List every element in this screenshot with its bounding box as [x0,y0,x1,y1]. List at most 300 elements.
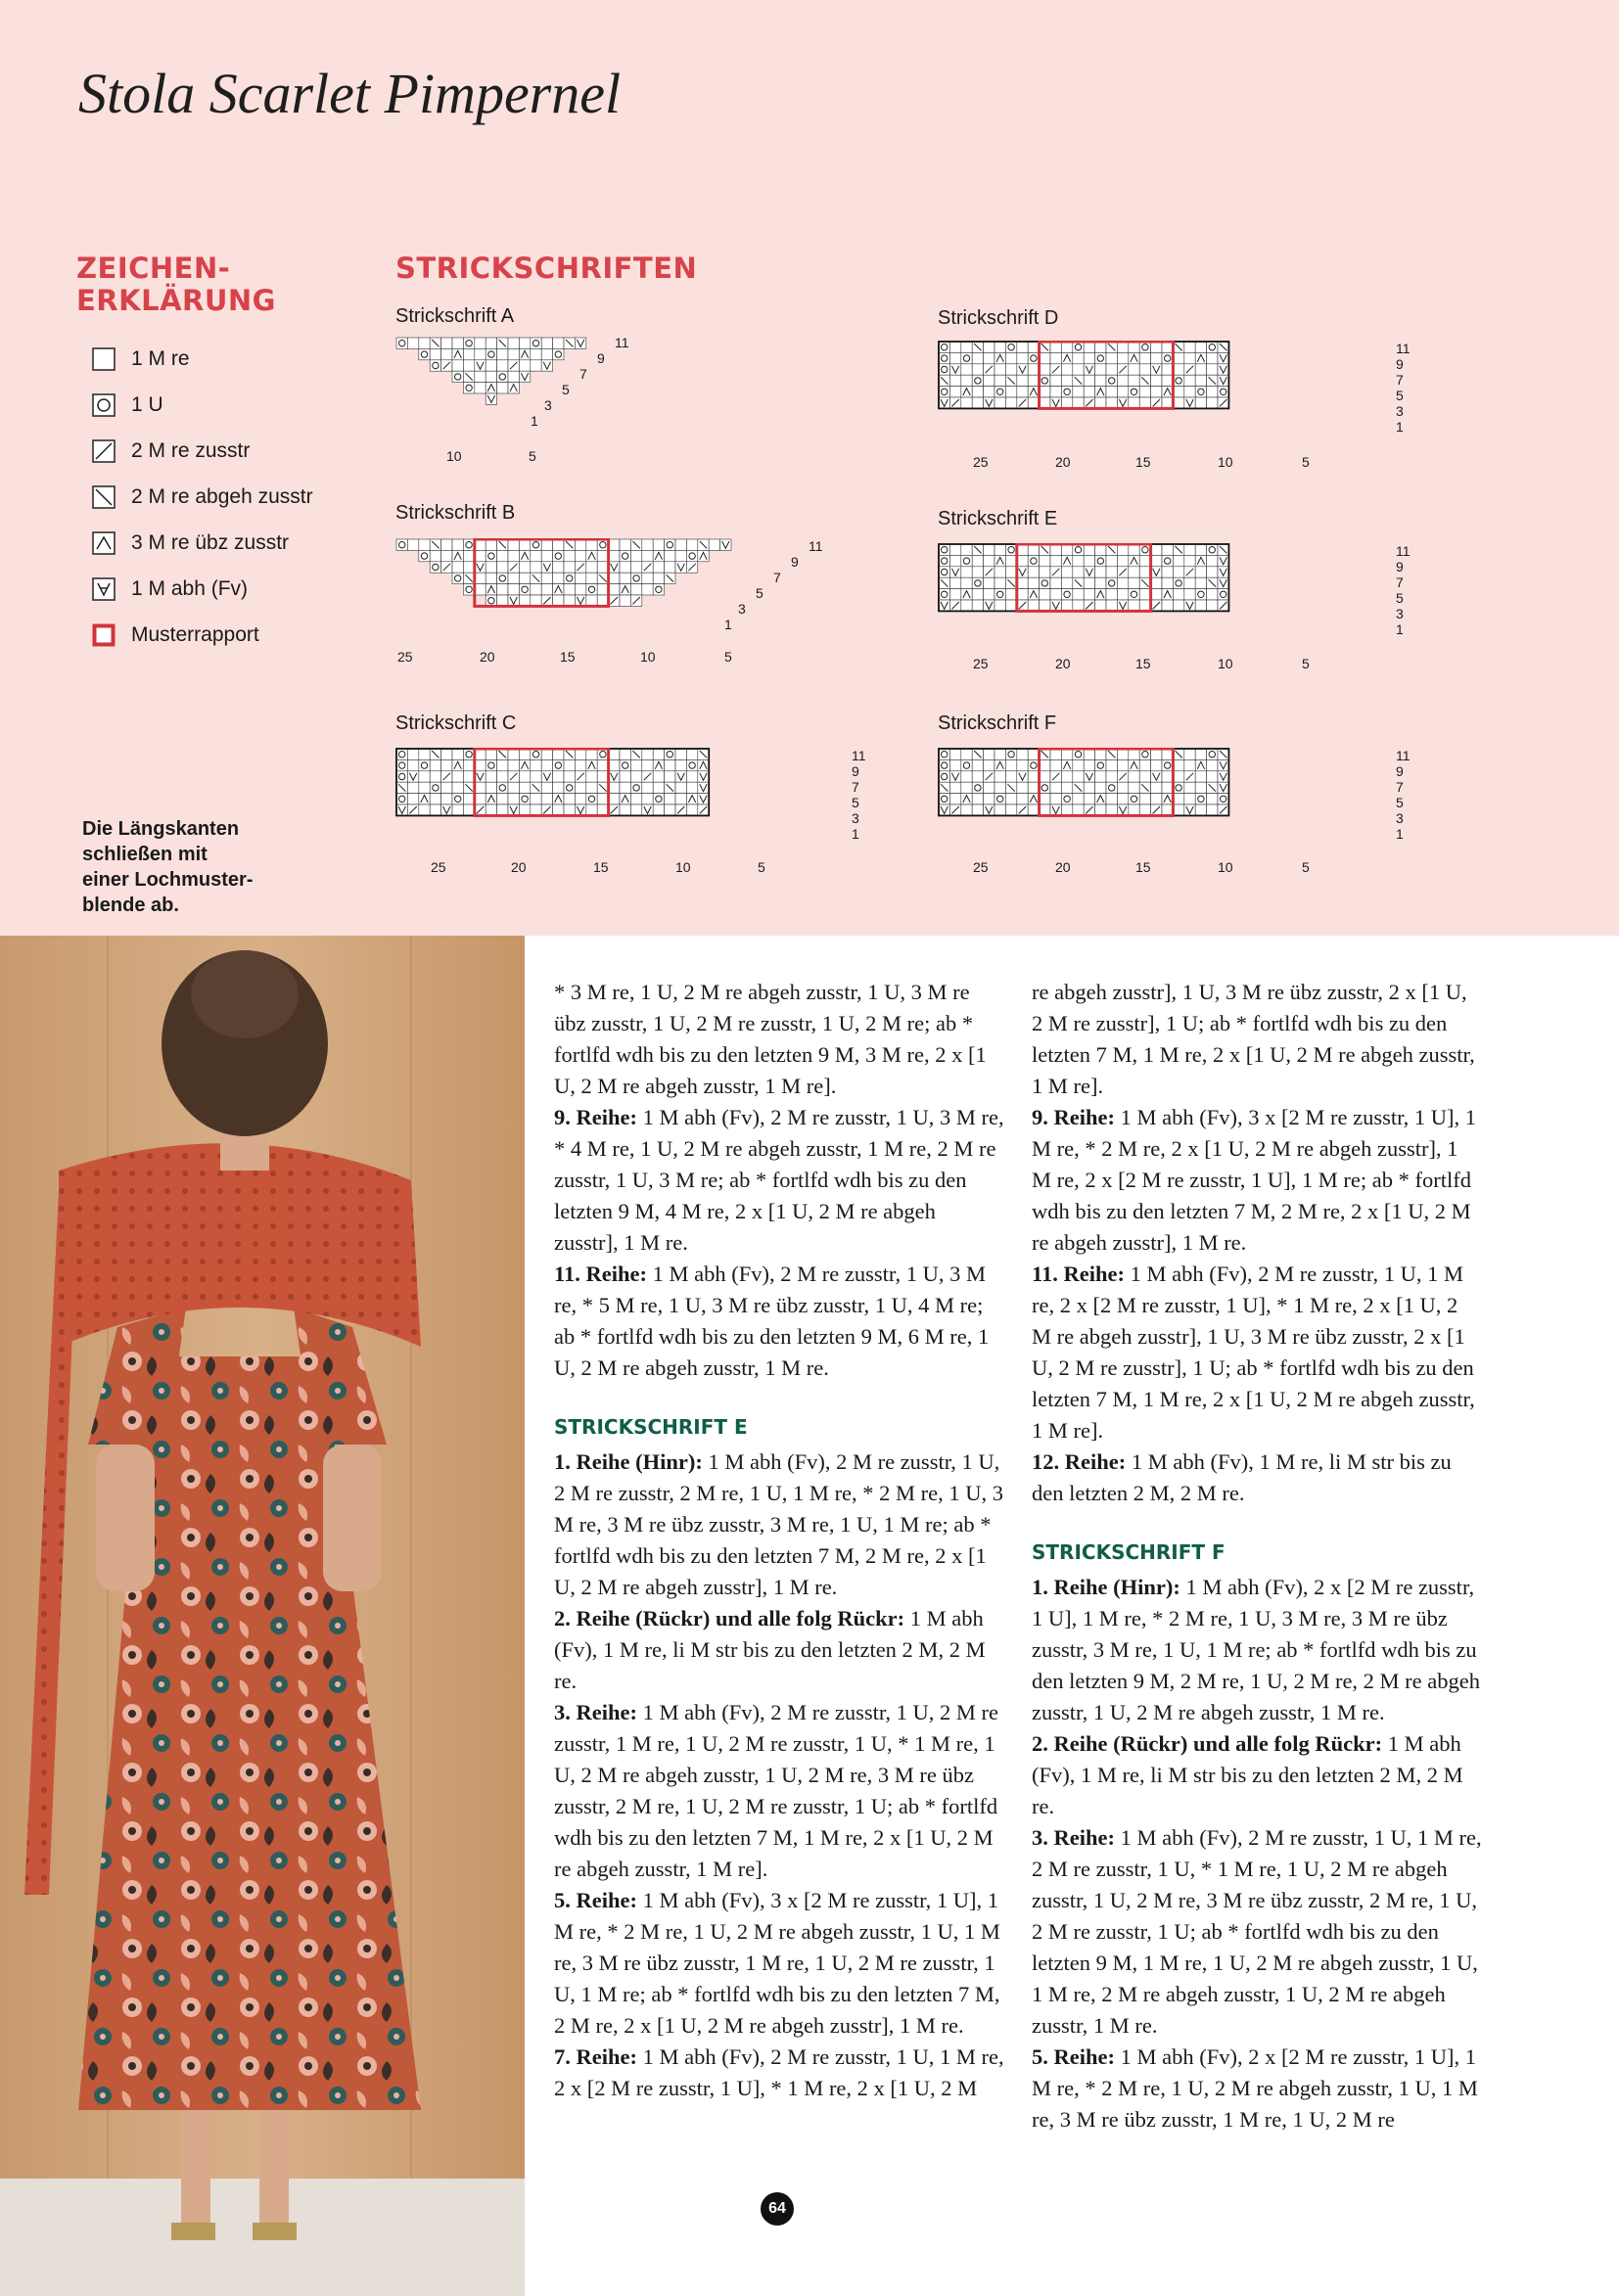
chart-cell [961,397,972,408]
chart-cell [597,804,608,815]
chart-cell [419,782,430,793]
chart-cell [675,749,686,759]
chart-cell [1151,375,1162,386]
chart-c-grid [395,748,875,851]
chart-f-col-10: 10 [1218,859,1233,875]
chart-cell [1173,794,1183,804]
chart-cell [984,387,995,397]
chart-cell [475,759,486,770]
chart-cell [463,360,474,371]
chart-cell [1073,589,1084,600]
chart-cell [430,550,440,561]
chart-cell [1095,375,1106,386]
legend-item-k2tog [92,436,250,466]
chart-cell [1084,794,1094,804]
chart-cell [630,759,641,770]
chart-cell [1129,577,1139,588]
chart-cell [995,342,1005,352]
chart-cell [1195,342,1206,352]
chart-cell [1028,352,1039,363]
chart-cell [1117,555,1128,566]
chart-e-title: Strickschrift E [938,508,1058,529]
chart-cell [1117,749,1128,759]
chart-cell [486,539,496,550]
chart-cell [541,584,552,595]
legend-item-ssk [92,482,313,512]
chart-cell [1061,749,1072,759]
chart-cell [1050,387,1061,397]
chart-cell [1005,759,1016,770]
chart-cell [586,804,597,815]
legend-heading-line2: ERKLÄRUNG [76,284,276,317]
chart-cell [597,759,608,770]
chart-cell [1017,352,1028,363]
chart-cell [586,562,597,573]
chart-cell [575,584,585,595]
chart-cell [497,804,508,815]
chart-cell [1162,771,1173,782]
chart-b-row-numbers: 11 9 7 5 3 1 [724,538,823,632]
chart-cell [1084,589,1094,600]
chart-cell [553,759,564,770]
chart-cell [1028,749,1039,759]
chart-cell [1162,782,1173,793]
chart-cell [597,539,608,550]
chart-cell [972,771,983,782]
chart-cell [486,782,496,793]
chart-cell [575,782,585,793]
chart-cell [486,562,496,573]
chart-cell [630,782,641,793]
chart-cell [1184,375,1195,386]
chart-cell [497,562,508,573]
chart-cell [995,600,1005,611]
chart-cell [972,567,983,577]
chart-cell [961,804,972,815]
chart-cell [1073,555,1084,566]
chart-cell [475,338,486,348]
chart-cell [1173,600,1183,611]
chart-cell [686,759,697,770]
chart-cell [1117,782,1128,793]
chart-cell [519,562,530,573]
chart-cell [1095,352,1106,363]
chart-cell [1139,749,1150,759]
chart-cell [1195,375,1206,386]
chart-cell [1084,387,1094,397]
chart-cell [463,584,474,595]
chart-cell [995,782,1005,793]
chart-cell [1207,387,1218,397]
chart-cell [972,782,983,793]
side-note: Die Längskanten schließen mit einer Lochmuster-blende ab. [82,818,254,916]
chart-cell [1017,544,1028,555]
photo-illustration [0,936,525,2296]
chart-cell [452,360,463,371]
chart-cell [1005,804,1016,815]
chart-d-col-15: 15 [1135,454,1151,470]
chart-cell [531,550,541,561]
chart-cell [1207,364,1218,375]
chart-cell [984,749,995,759]
chart-cell [1073,342,1084,352]
chart-cell [1028,555,1039,566]
chart-cell [961,577,972,588]
chart-cell [620,749,630,759]
chart-cell [1184,387,1195,397]
chart-cell [452,371,463,382]
chart-cell [972,589,983,600]
chart-cell [1106,600,1117,611]
chart-cell [1151,782,1162,793]
chart-cell [1095,397,1106,408]
chart-cell [1061,364,1072,375]
chart-cell [486,371,496,382]
chart-cell [441,539,452,550]
chart-cell [1139,589,1150,600]
chart-d-row-numbers: 11 9 7 5 3 1 [1396,341,1411,435]
chart-cell [1095,567,1106,577]
chart-cell [497,794,508,804]
chart-cell [1184,794,1195,804]
chart-cell [531,562,541,573]
chart-cell [1061,342,1072,352]
chart-cell [441,348,452,359]
chart-e-grid [938,543,1388,647]
chart-cell [1173,375,1183,386]
chart-cell [1028,364,1039,375]
chart-cell [597,562,608,573]
chart-cell [1017,555,1028,566]
chart-cell [519,794,530,804]
chart-cell [508,749,519,759]
chart-cell [1184,589,1195,600]
chart-cell [1050,342,1061,352]
chart-cell [949,387,960,397]
chart-cell [1162,600,1173,611]
chart-cell [665,804,675,815]
chart-d-col-20: 20 [1055,454,1071,470]
chart-cell [1195,577,1206,588]
chart-cell [1061,387,1072,397]
chart-cell [1184,759,1195,770]
chart-cell [553,573,564,583]
chart-a-col-5: 5 [529,448,536,464]
chart-cell [430,562,440,573]
chart-cell [1017,577,1028,588]
chart-cell [463,562,474,573]
chart-cell [686,749,697,759]
chart-cell [1162,352,1173,363]
chart-cell [1195,589,1206,600]
chart-cell [541,338,552,348]
chart-cell [1028,577,1039,588]
chart-cell [1207,804,1218,815]
chart-cell [609,794,620,804]
chart-cell [463,749,474,759]
chart-cell [531,539,541,550]
chart-cell [463,759,474,770]
chart-cell [586,782,597,793]
chart-cell [961,352,972,363]
chart-cell [1073,364,1084,375]
chart-cell [1218,794,1228,804]
chart-cell [1040,577,1050,588]
chart-cell [1173,387,1183,397]
chart-cell [441,749,452,759]
chart-cell [419,771,430,782]
chart-cell [972,759,983,770]
chart-cell [1040,397,1050,408]
chart-cell [1129,342,1139,352]
chart-cell [486,348,496,359]
instruction-f-row-1: 1. Reihe (Hinr): 1 M abh (Fv), 2 x [2 M re zusstr, 1 U], 1 M re, * 2 M re, 1 U, 3 M re, 3 M re übz zusstr, 3 M re, 1 U, 1 M re; ab * fortlfd wdh bis zu den letzten 9 M, 2 M re, 1 U, 2 M re, 2 M re abgeh zusstr, 1 U, 2 M re abgeh zusstr, 1 M re. [1032,1575,1481,1724]
chart-cell [1117,759,1128,770]
chart-cell [1061,782,1072,793]
chart-cell [497,771,508,782]
chart-cell [531,338,541,348]
chart-cell [419,804,430,815]
chart-cell [984,589,995,600]
chart-cell [497,595,508,606]
legend-item-yarn-over [92,390,163,420]
chart-cell [1017,387,1028,397]
chart-cell [961,544,972,555]
instruction-row-11: 11. Reihe: 1 M abh (Fv), 2 M re zusstr, 1 U, 3 M re, * 5 M re, 1 U, 3 M re übz zusstr, 1 U, 4 M re; ab * fortlfd wdh bis zu den letzten 9 M, 6 M re, 1 U, 2 M re abgeh zusstr, 1 M re. [554,1262,990,1380]
chart-cell [497,383,508,393]
instruction-row-11: 11. Reihe: 1 M abh (Fv), 2 M re zusstr, 1 U, 1 M re, 2 x [2 M re zusstr, 1 U], * 1 M re, 2 x [1 U, 2 M re abgeh zusstr], 1 U, 3 M re übz zusstr, 2 x [1 U, 2 M re zusstr], 1 U; ab * fortlfd wdh bis zu den letzten 7 M, 1 M re, 2 x [1 U, 2 M re abgeh zusstr, 1 M re]. [1032,1262,1475,1443]
chart-cell [939,342,949,352]
chart-cell [497,348,508,359]
chart-cell [531,771,541,782]
chart-cell [1129,567,1139,577]
chart-cell [452,749,463,759]
instruction-f-row-3: 3. Reihe: 1 M abh (Fv), 2 M re zusstr, 1 U, 1 M re, 2 M re zusstr, 1 U, * 1 M re, 1 U, 2 M re abgeh zusstr, 1 U, 2 M re, 3 M re übz zusstr, 2 M re, 1 U, 2 M re zusstr, 1 U; ab * fortlfd wdh bis zu den letzten 9 M, 1 M re, 1 U, 2 M re abgeh zusstr, 1 U, 1 M re, 2 M re abgeh zusstr, 1 U, 2 M re abgeh zusstr, 1 M re. [1032,1825,1482,2038]
chart-cell [984,794,995,804]
chart-cell [665,749,675,759]
instruction-row-12: 12. Reihe: 1 M abh (Fv), 1 M re, li M str bis zu den letzten 2 M, 2 M re. [1032,1449,1452,1505]
chart-cell [1151,387,1162,397]
chart-cell [519,338,530,348]
chart-cell [972,364,983,375]
chart-cell [665,794,675,804]
chart-cell [995,749,1005,759]
chart-cell [1162,342,1173,352]
chart-cell [407,539,418,550]
chart-cell [686,804,697,815]
chart-cell [575,794,585,804]
chart-cell [531,749,541,759]
chart-cell [519,584,530,595]
chart-cell [1207,555,1218,566]
chart-cell [1129,749,1139,759]
chart-cell [1073,387,1084,397]
chart-cell [939,555,949,566]
chart-cell [642,749,653,759]
chart-cell [1005,567,1016,577]
chart-cell [1005,397,1016,408]
chart-cell [1129,375,1139,386]
chart-cell [1184,782,1195,793]
chart-cell [475,383,486,393]
chart-c-col-10: 10 [675,859,691,875]
chart-cell [1084,375,1094,386]
chart-cell [1005,387,1016,397]
chart-cell [1139,397,1150,408]
chart-cell [441,550,452,561]
chart-cell [1129,782,1139,793]
chart-cell [620,595,630,606]
chart-cell [1061,804,1072,815]
chart-cell [575,539,585,550]
chart-cell [1173,771,1183,782]
chart-cell [441,338,452,348]
chart-cell [519,804,530,815]
chart-cell [1040,375,1050,386]
chart-cell [984,555,995,566]
chart-cell [407,749,418,759]
chart-cell [949,352,960,363]
chart-cell [609,782,620,793]
chart-cell [519,360,530,371]
pattern-repeat-icon [92,623,116,647]
chart-cell [609,539,620,550]
chart-cell [553,595,564,606]
chart-cell [1017,342,1028,352]
chart-c-col-20: 20 [511,859,527,875]
chart-d-title: Strickschrift D [938,307,1059,329]
chart-cell [1117,589,1128,600]
chart-cell [1173,555,1183,566]
chart-c-row-numbers: 11 9 7 5 3 1 [852,748,866,842]
chart-cell [1095,749,1106,759]
chart-cell [1106,589,1117,600]
chart-cell [1095,600,1106,611]
chart-cell [430,804,440,815]
instructions-column-1 [554,977,1004,2104]
chart-cell [575,749,585,759]
chart-cell [1040,804,1050,815]
chart-cell [1106,759,1117,770]
chart-cell [597,794,608,804]
instruction-e-row-5: 5. Reihe: 1 M abh (Fv), 3 x [2 M re zusstr, 1 U], 1 M re, * 2 M re, 1 U, 2 M re abgeh zusstr, 1 U, 1 M re, 3 M re übz zusstr, 1 M re, 1 U, 2 M re zusstr, 1 U, 1 M re; ab * fortlfd wdh bis zu den letzten 7 M, 2 M re, 2 x [1 U, 2 M re abgeh zusstr], 1 M re. [554,1888,1000,2038]
chart-cell [1106,804,1117,815]
chart-cell [486,573,496,583]
legend-label: Musterrapport [131,623,259,646]
chart-cell [407,794,418,804]
chart-cell [620,573,630,583]
chart-cell [961,600,972,611]
chart-cell [1073,600,1084,611]
legend-label: 2 M re zusstr [131,439,251,462]
chart-cell [949,555,960,566]
chart-cell [1218,589,1228,600]
chart-cell [1162,567,1173,577]
chart-cell [972,577,983,588]
chart-cell [939,589,949,600]
knit-symbol-icon [92,347,116,371]
chart-f-grid [938,748,1388,851]
chart-cell [949,375,960,386]
chart-cell [1129,804,1139,815]
chart-cell [984,375,995,386]
chart-cell [653,573,664,583]
chart-cell [508,759,519,770]
chart-cell [452,573,463,583]
chart-cell [519,573,530,583]
chart-cell [1061,567,1072,577]
chart-cell [508,584,519,595]
chart-cell [1151,794,1162,804]
chart-cell [949,342,960,352]
chart-cell [1129,364,1139,375]
chart-cell [1095,364,1106,375]
chart-cell [441,794,452,804]
chart-cell [1195,749,1206,759]
chart-cell [519,595,530,606]
subheading-chart-f: STRICKSCHRIFT F [1032,1540,1226,1564]
chart-cell [1005,749,1016,759]
chart-cell [1040,555,1050,566]
chart-e-row-numbers: 11 9 7 5 3 1 [1396,543,1411,637]
chart-e-col-15: 15 [1135,656,1151,671]
chart-cell [1195,771,1206,782]
chart-cell [553,782,564,793]
chart-cell [407,759,418,770]
chart-cell [441,759,452,770]
chart-cell [1151,589,1162,600]
chart-cell [396,759,407,770]
chart-cell [463,348,474,359]
chart-cell [984,352,995,363]
chart-cell [531,584,541,595]
chart-cell [1028,600,1039,611]
chart-cell [972,600,983,611]
chart-cell [653,749,664,759]
chart-cell [419,759,430,770]
chart-cell [1005,794,1016,804]
chart-cell [1162,577,1173,588]
chart-cell [553,771,564,782]
chart-cell [597,550,608,561]
chart-cell [486,771,496,782]
chart-cell [1173,352,1183,363]
chart-cell [995,544,1005,555]
chart-cell [984,544,995,555]
chart-c-col-5: 5 [758,859,765,875]
chart-cell [1073,794,1084,804]
legend-label: 1 M re [131,347,190,370]
chart-cell [1207,567,1218,577]
chart-cell [519,539,530,550]
chart-cell [1050,577,1061,588]
chart-cell [564,794,575,804]
instruction-row-9: 9. Reihe: 1 M abh (Fv), 3 x [2 M re zusstr, 1 U], 1 M re, * 2 M re, 2 x [1 U, 2 M re abgeh zusstr], 1 M re, 2 x [2 M re zusstr, 1 U], 1 M re; ab * fortlfd wdh bis zu den letzten 7 M, 2 M re, 2 x [1 U, 2 M re abgeh zusstr], 1 M re. [1032,1105,1477,1255]
chart-cell [653,562,664,573]
chart-cell [939,364,949,375]
chart-cell [519,782,530,793]
chart-cell [1028,771,1039,782]
chart-cell [1139,555,1150,566]
chart-cell [452,338,463,348]
chart-cell [1040,771,1050,782]
chart-e-col-10: 10 [1218,656,1233,671]
chart-cell [1117,387,1128,397]
chart-cell [497,573,508,583]
chart-cell [1095,771,1106,782]
chart-cell [984,342,995,352]
chart-cell [972,397,983,408]
